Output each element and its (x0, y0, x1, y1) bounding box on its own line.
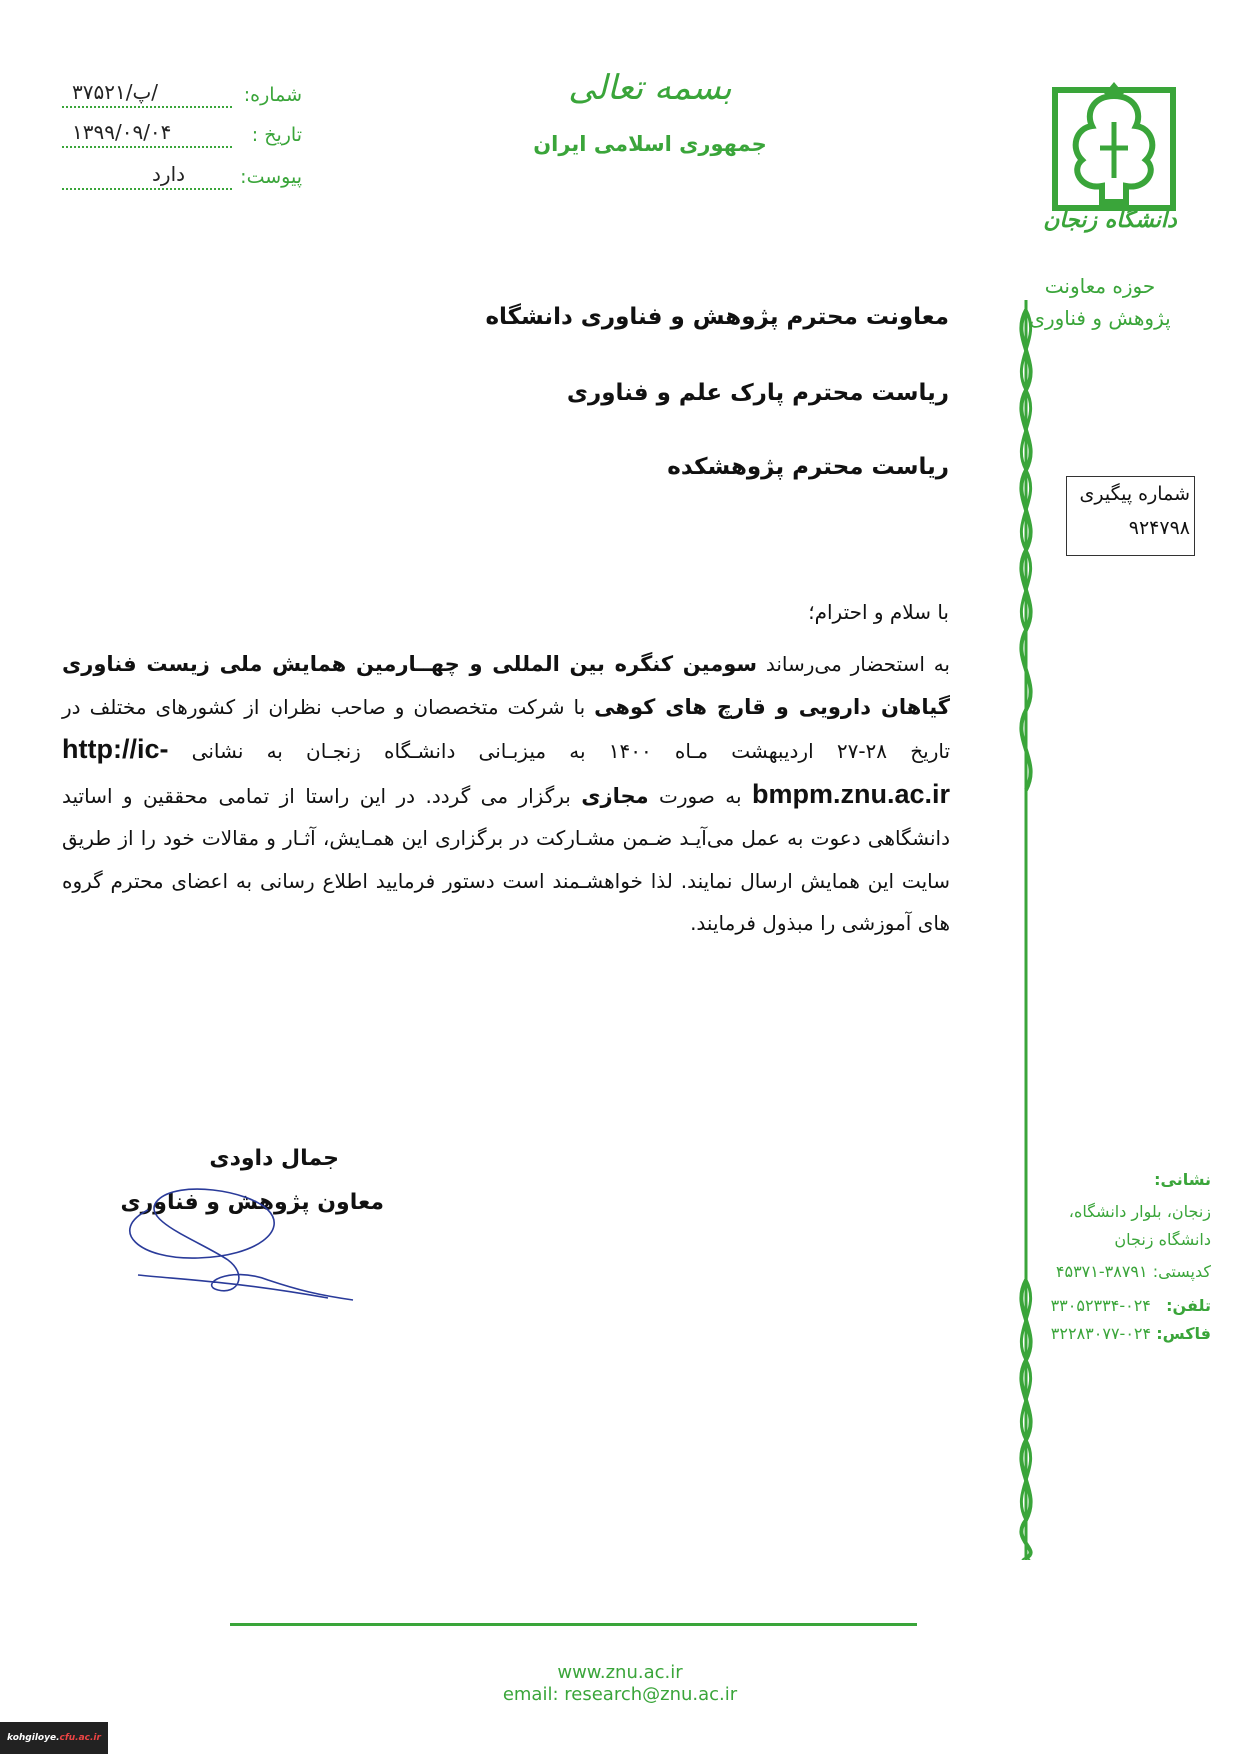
department-line2: پژوهش و فناوری (1029, 306, 1171, 330)
contact-postcode: کدپستی: ۳۸۷۹۱-۴۵۳۷۱ (1055, 1262, 1211, 1281)
recipient-3: ریاست محترم پژوهشکده (667, 454, 949, 480)
signer-name: جمال داودی (209, 1146, 339, 1171)
university-name: دانشگاه زنجان (1043, 208, 1177, 233)
recipient-2: ریاست محترم پارک علم و فناوری (566, 380, 949, 406)
letter-date (62, 120, 302, 154)
country-name: جمهوری اسلامی ایران (533, 132, 767, 156)
department-line1: حوزه معاونت (1044, 274, 1156, 298)
letter-date-value: ۱۳۹۹/۰۹/۰۴ (72, 120, 172, 144)
footer-website: www.znu.ac.ir (557, 1662, 683, 1683)
congress-title: سومین کنگره بین المللی و چهــارمین همایش ملی زیست فناوری گیاهان دارویی و قارچ های کوهی (62, 652, 950, 719)
tracking-label: شماره پیگیری (1079, 483, 1190, 505)
tracking-value: ۹۲۴۷۹۸ (1128, 517, 1190, 539)
contact-address-line2: دانشگاه زنجان (1114, 1230, 1211, 1249)
bismillah: بسمه تعالی (568, 68, 732, 108)
signer-title: معاون پژوهش و فناوری (120, 1190, 384, 1215)
greeting: با سلام و احترام؛ (808, 600, 949, 624)
letter-attachment (62, 162, 302, 196)
body-paragraph (62, 643, 950, 945)
body-text-3: به صورت (648, 783, 752, 808)
body-text-4: برگزار می گردد. در این راستا از تمامی محققین و اساتید دانشگاهی دعوت به عمل می‌آیـد ضـمن مشـارکت در برگزاری این همـایش، آثـار و مقالات خود را از طریق سایت این همایش ارسال نمایند. لذا خواهشـمند است دستور فرمایید اطلاع رسانی به اعضای محترم گروه های آموزشی را مبذول فرمایند. (62, 783, 950, 935)
contact-address-line1: زنجان، بلوار دانشگاه، (1068, 1202, 1211, 1221)
letter-number-value: ۳۷۵۲۱/پ/ (72, 80, 159, 104)
handwritten-signature-icon (118, 1170, 358, 1320)
footer-divider (230, 1623, 917, 1626)
contact-fax: فاکس: ۰۲۴-۳۲۲۸۳۰۷۷ (1050, 1324, 1211, 1343)
congress-url: http://ic-bmpm.znu.ac.ir (62, 734, 950, 809)
letter-number (62, 80, 302, 114)
letter-attachment-label: پیوست: (240, 166, 302, 188)
contact-phone: تلفن: ۰۲۴-۳۳۰۵۲۳۳۴ (1050, 1296, 1211, 1315)
body-text-1: به استحضار می‌رساند (757, 652, 950, 676)
letter-number-label: شماره: (243, 84, 302, 106)
body-text-2: با شرکت متخصصان و صاحب نظران از کشورهای مختلف در تاریخ ۲۸-۲۷ اردیبهشت مـاه ۱۴۰۰ به میزبـانی دانشـگاه زنجـان به نشانی (62, 694, 951, 763)
letter-attachment-value: دارد (152, 162, 186, 186)
site-watermark: kohgiloye.cfu.ac.ir (0, 1722, 108, 1754)
virtual-word: مجازی (581, 783, 649, 808)
footer-email: email: research@znu.ac.ir (502, 1684, 738, 1705)
recipient-1: معاونت محترم پژوهش و فناوری دانشگاه (485, 304, 949, 330)
vertical-ornament-icon (1005, 300, 1047, 1560)
letter-date-label: تاریخ : (251, 124, 302, 146)
contact-address-label: نشانی: (1154, 1170, 1211, 1189)
tracking-box (1066, 476, 1195, 556)
